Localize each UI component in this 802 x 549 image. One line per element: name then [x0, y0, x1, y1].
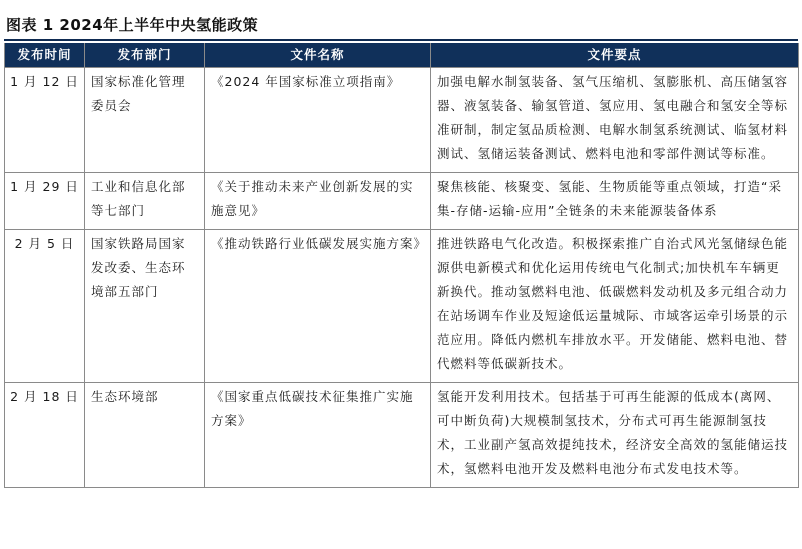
cell-date: 2 月 18 日 [5, 383, 85, 488]
figure-caption: 图表 1 2024年上半年中央氢能政策 [6, 16, 259, 34]
header-date: 发布时间 [5, 43, 85, 68]
cell-date: 1 月 12 日 [5, 68, 85, 173]
cell-department: 国家铁路局国家发改委、生态环境部五部门 [85, 230, 205, 383]
cell-points: 加强电解水制氢装备、氢气压缩机、氢膨胀机、高压储氢容器、液氢装备、输氢管道、氢应用、氢电融合和氢安全等标准研制，制定氢品质检测、电解水制氢系统测试、临氢材料测试、氢储运装备测试、燃料电池和零部件测试等标准。 [431, 68, 799, 173]
cell-department: 生态环境部 [85, 383, 205, 488]
cell-points: 推进铁路电气化改造。积极探索推广自治式风光氢储绿色能源供电新模式和优化运用传统电气化制式;加快机车车辆更新换代。推动氢燃料电池、低碳燃料发动机及多元组合动力在站场调车作业及短途低运量城际、市域客运牵引场景的示范应用。降低内燃机车排放水平。开发储能、燃料电池、替代燃料等低碳新技术。 [431, 230, 799, 383]
cell-points: 聚焦核能、核聚变、氢能、生物质能等重点领域，打造“采集-存储-运输-应用”全链条的未来能源装备体系 [431, 173, 799, 230]
header-document: 文件名称 [205, 43, 431, 68]
table-row [5, 68, 799, 173]
cell-department: 工业和信息化部等七部门 [85, 173, 205, 230]
cell-points: 氢能开发利用技术。包括基于可再生能源的低成本(离网、可中断负荷)大规模制氢技术，分布式可再生能源制氢技术，工业副产氢高效提纯技术，经济安全高效的氢能储运技术，氢燃料电池开发及燃料电池分布式发电技术等。 [431, 383, 799, 488]
cell-document: 《2024 年国家标准立项指南》 [205, 68, 431, 173]
cell-document: 《国家重点低碳技术征集推广实施方案》 [205, 383, 431, 488]
cell-date: 2 月 5 日 [5, 230, 85, 383]
header-row [5, 43, 799, 68]
header-points: 文件要点 [431, 43, 799, 68]
cell-department: 国家标准化管理委员会 [85, 68, 205, 173]
table-row [5, 173, 799, 230]
header-department: 发布部门 [85, 43, 205, 68]
caption-rule [4, 39, 798, 41]
table-row [5, 383, 799, 488]
table-row [5, 230, 799, 383]
policy-table [4, 43, 799, 488]
cell-document: 《推动铁路行业低碳发展实施方案》 [205, 230, 431, 383]
cell-document: 《关于推动未来产业创新发展的实施意见》 [205, 173, 431, 230]
cell-date: 1 月 29 日 [5, 173, 85, 230]
